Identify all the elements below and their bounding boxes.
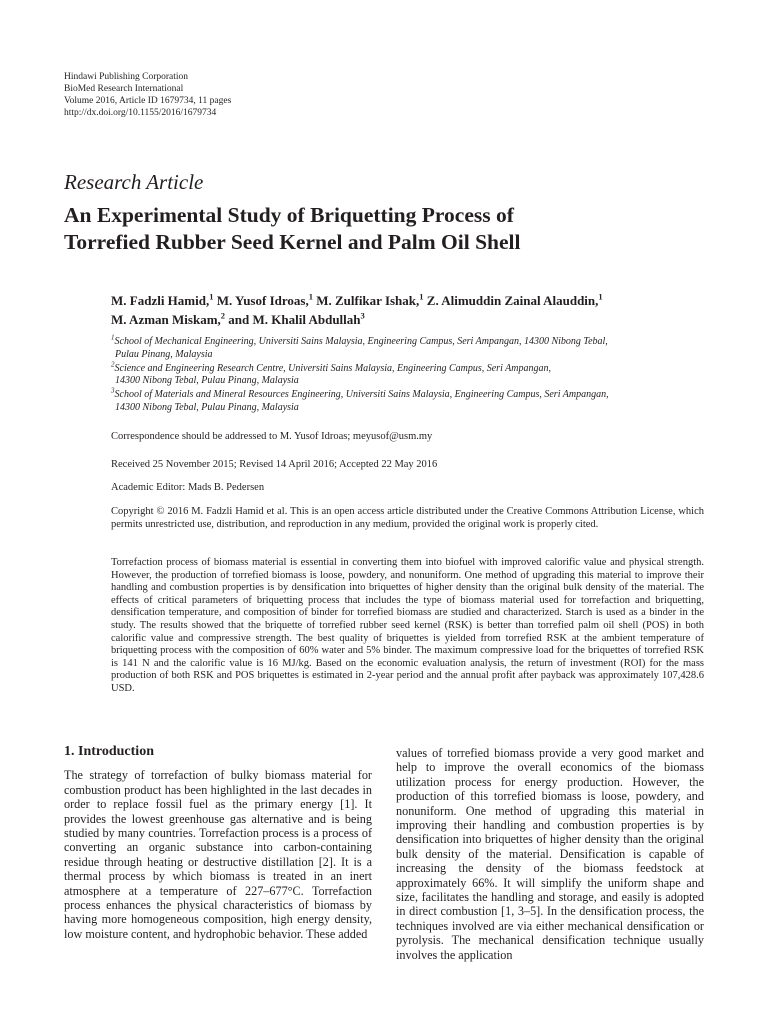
affiliation-text: Science and Engineering Research Centre, Universiti Sains Malaysia, Engineering Campus, Seri Ampangan, [114,362,552,374]
affiliation-text-continued: Pulau Pinang, Malaysia [115,348,213,360]
left-column [64,745,372,941]
author-name: M. Fadzli Hamid, [111,293,210,308]
author-affiliation-mark: 2 [220,310,226,321]
affiliation [111,386,711,414]
author-affiliation-mark: 1 [598,291,603,302]
academic-editor: Academic Editor: Mads B. Pedersen [111,482,265,493]
abstract: Torrefaction process of biomass material is essential in converting them into biofuel with improved calorific value and physical strength. However, the production of torrefied biomass is loose, powdery, and nonuniform. One method of upgrading this material to improve their handling and combustion properties is by densification into briquettes of higher density than the original bulk density of the material. The effects of critical parameters of briquetting process that includes the type of biomass material used for torrefaction and briquetting, densification temperature, and composition of binder for torrefied biomass are studied and characterized. Starch is used as a binder in the study. The results showed that the briquette of torrefied rubber seed kernel (RSK) is better than torrefied palm oil shell (POS) in both calorific value and compressive strength. The best quality of briquettes is yielded from torrefied RSK at the ambient temperature of briquetting process with the composition of 60% water and 5% binder. The maximum compressive load for the briquettes of torrefied RSK is 141 N and the calorific value is 16 MJ/kg. Based on the economic evaluation analysis, the return of investment (ROI) for the mass production of both RSK and POS briquettes is estimated in 2-year period and the annual profit after payback was approximately 107,428.6 USD. [111,557,704,694]
right-column [396,746,704,962]
article-type: Research Article [64,170,204,194]
author-name: and M. Khalil Abdullah [228,312,361,327]
journal-header [64,71,231,119]
title-line: An Experimental Study of Briquetting Process of [64,203,514,227]
author-affiliation-mark: 3 [360,310,365,321]
volume-info: Volume 2016, Article ID 1679734, 11 pages [64,96,232,106]
affiliation [111,333,711,361]
author-name: M. Zulfikar Ishak, [316,293,420,308]
affiliation-text: School of Mechanical Engineering, Universiti Sains Malaysia, Engineering Campus, Seri Ampangan, 14300 Nibong Tebal, [114,336,608,347]
author-affiliation-mark: 1 [419,291,424,302]
body-paragraph: values of torrefied biomass provide a very good market and help to improve the overall economics of the biomass utilization process for energy production. However, the production of this torrefied biomass is loose, powdery, and nonuniform. One method of upgrading this material in improving their handling and combustion properties is by densification into briquettes of higher density than the original bulk density of the material. Densification is capable of increasing the density of the biomass feedstock at approximately 66%. It will simplify the uniform shape and size, facilitates the handling and storage, and easily is adopted in direct combustion [1, 3–5]. In the densification process, the techniques involved are via either mechanical densification or pyrolysis. The mechanical densification technique usually involves the application [396,746,704,962]
affiliation-mark: 2 [111,360,115,369]
author-affiliation-mark: 1 [308,291,313,302]
publisher-name: Hindawi Publishing Corporation [64,72,189,82]
author-name: M. Azman Miskam, [111,312,221,327]
body-paragraph: The strategy of torrefaction of bulky biomass material for combustion product has been highlighted in the last decades in order to replace fossil fuel as the primary energy [1]. It provides the lowest greenhouse gas alternative and is being studied by many countries. Torrefaction process is a process of converting an organic substance into carbon-containing residue through heating or destructive distillation [2]. It is a thermal process by which biomass is treated in an inert atmosphere at a temperature of 227–677°C. Torrefaction process enhances the physical characteristics of biomass by having more homogeneous composition, high energy density, low moisture content, and hydrophobic behavior. These added [64,768,372,941]
article-title [64,202,684,256]
publication-dates: Received 25 November 2015; Revised 14 April 2016; Accepted 22 May 2016 [111,459,438,470]
affiliation-text-continued: 14300 Nibong Tebal, Pulau Pinang, Malaysia [115,375,299,386]
author-affiliation-mark: 1 [209,291,214,302]
author-name: Z. Alimuddin Zainal Alauddin, [426,293,599,308]
author-line [111,310,711,329]
affiliation-mark: 3 [111,386,115,395]
title-line: Torrefied Rubber Seed Kernel and Palm Oil Shell [64,230,521,254]
author-line [111,291,711,310]
affiliation-mark: 1 [111,333,115,342]
doi-link[interactable]: http://dx.doi.org/10.1155/2016/1679734 [64,108,217,118]
copyright-notice: Copyright © 2016 M. Fadzli Hamid et al. This is an open access article distributed under the Creative Commons Attribution License, which permits unrestricted use, distribution, and reproduction in any medium, provided the original work is properly cited. [111,506,704,530]
author-name: M. Yusof Idroas, [216,293,309,308]
affiliation-text: School of Materials and Mineral Resources Engineering, Universiti Sains Malaysia, Engineering Campus, Seri Ampangan, [114,389,609,400]
section-heading: 1. Introduction [64,744,154,759]
affiliation-text-continued: 14300 Nibong Tebal, Pulau Pinang, Malaysia [115,401,299,413]
correspondence-note: Correspondence should be addressed to M. Yusof Idroas; meyusof@usm.my [111,431,433,442]
journal-name: BioMed Research International [64,84,184,94]
author-list [111,291,711,329]
affiliation-list [111,333,711,416]
affiliation [111,360,711,388]
